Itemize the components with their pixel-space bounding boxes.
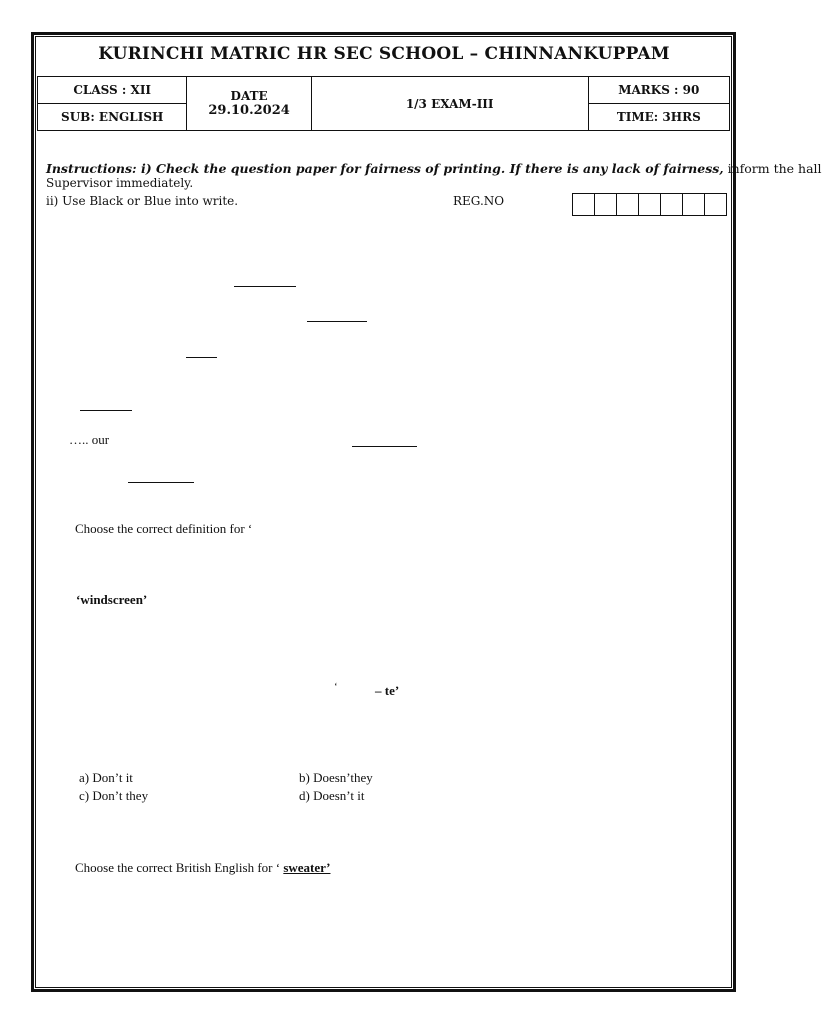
fragment-te: – te’ <box>375 683 400 698</box>
answer-blank <box>80 410 132 411</box>
regno-box <box>594 193 617 216</box>
regno-box <box>572 193 595 216</box>
answer-blank <box>352 446 417 447</box>
answer-blank <box>128 482 194 483</box>
question-british-english <box>75 860 330 876</box>
date-cell <box>187 77 311 131</box>
exam-cell: 1/3 EXAM-III <box>311 77 588 131</box>
answer-blank <box>307 321 367 322</box>
fragment-te-quote: ‘ <box>334 681 338 693</box>
date-label: DATE <box>230 89 268 103</box>
option-d: d) Doesn’t it <box>299 788 365 803</box>
regno-box <box>660 193 683 216</box>
header-table <box>37 76 730 131</box>
answer-blank <box>186 357 217 358</box>
instructions-italic: Instructions: i) Check the question paper for fairness of printing. If there is any lack of fairness, <box>46 161 724 176</box>
instructions-tail: inform the hall <box>723 161 822 176</box>
question-definition: Choose the correct definition for ‘ <box>75 521 253 536</box>
instructions-line-2: Supervisor immediately. <box>46 176 194 190</box>
fragment-our: ….. our <box>69 432 110 447</box>
regno-boxes <box>573 193 727 216</box>
regno-box <box>682 193 705 216</box>
regno-label: REG.NO <box>453 194 505 208</box>
regno-box <box>704 193 727 216</box>
subject-cell: SUB: ENGLISH <box>38 104 187 131</box>
question-british-prefix: Choose the correct British English for ‘ <box>75 860 284 875</box>
time-cell: TIME: 3HRS <box>588 104 729 131</box>
option-b: b) Doesn’they <box>299 770 373 785</box>
answer-blank <box>234 286 296 287</box>
instructions-line-1 <box>46 162 822 176</box>
regno-box <box>638 193 661 216</box>
word-sweater: sweater’ <box>283 860 331 875</box>
option-c: c) Don’t they <box>79 788 149 803</box>
class-cell: CLASS : XII <box>38 77 187 104</box>
option-a: a) Don’t it <box>79 770 133 785</box>
instructions-line-3: ii) Use Black or Blue into write. <box>46 194 239 208</box>
word-windscreen: ‘windscreen’ <box>76 592 148 607</box>
regno-box <box>616 193 639 216</box>
date-value: 29.10.2024 <box>208 103 290 118</box>
marks-cell: MARKS : 90 <box>588 77 729 104</box>
school-name: KURINCHI MATRIC HR SEC SCHOOL – CHINNANKUPPAM <box>98 44 670 64</box>
